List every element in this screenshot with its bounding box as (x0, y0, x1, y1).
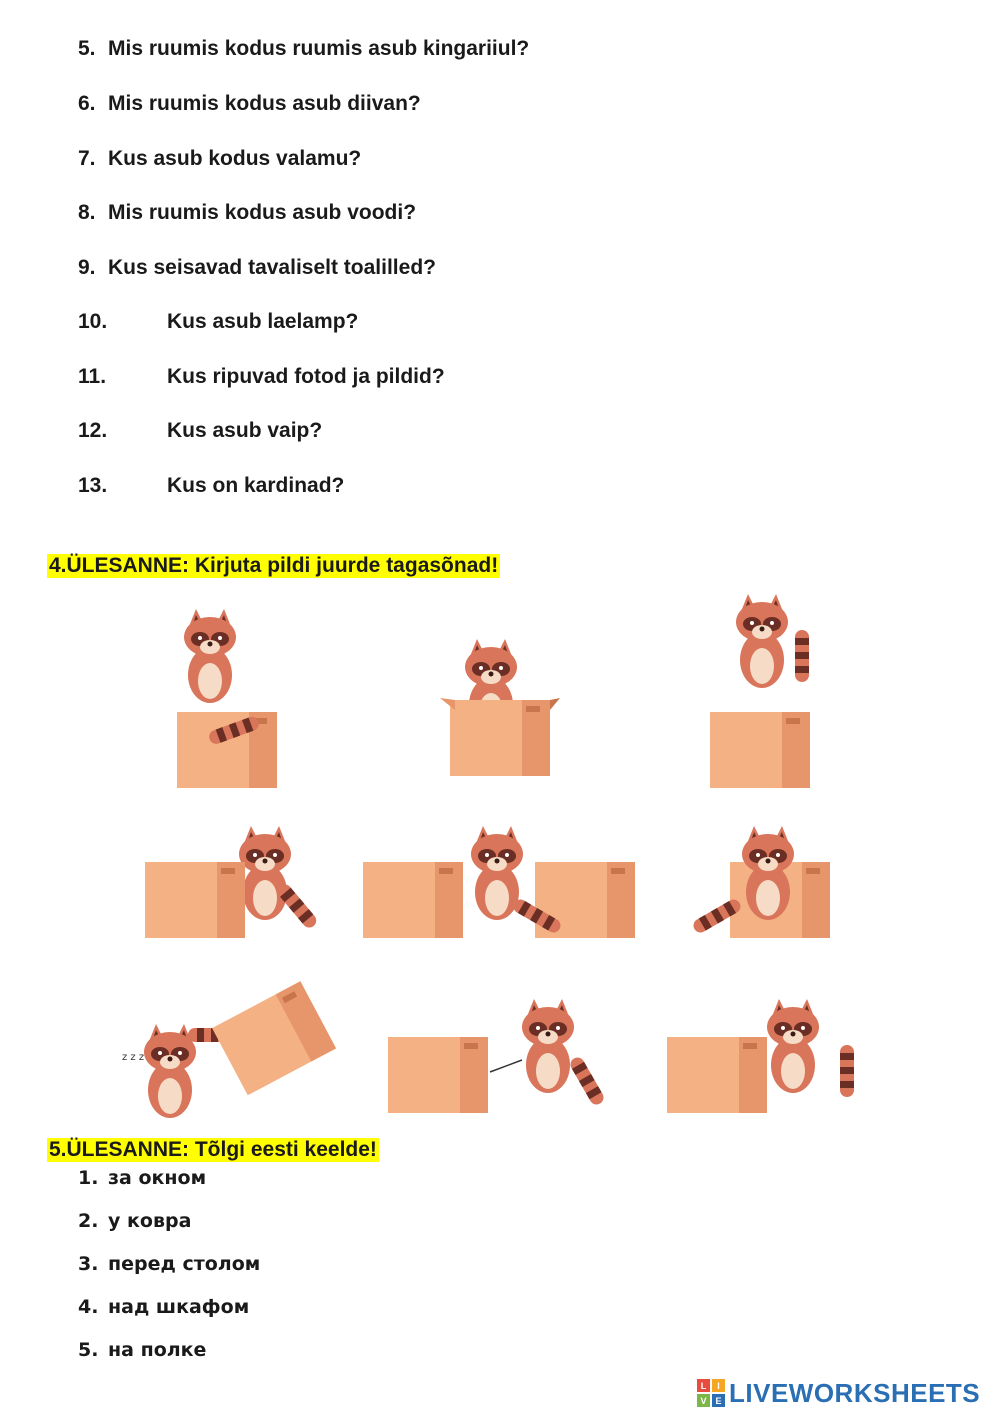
logo-mark-letter: L (697, 1379, 710, 1392)
scene-behind-box (145, 826, 319, 938)
question-text: Mis ruumis kodus ruumis asub kingariiul? (108, 37, 530, 60)
question-text: Kus asub kodus valamu? (108, 147, 362, 170)
item-number: 1. (78, 1167, 99, 1189)
question-number: 13. (78, 474, 108, 497)
translation-item (78, 1253, 261, 1275)
item-number: 2. (78, 1210, 99, 1232)
liveworksheets-logo[interactable] (697, 1376, 980, 1410)
question-text: Kus ripuvad fotod ja pildid? (167, 365, 445, 388)
scene-at-box (667, 999, 854, 1113)
raccoon-boxes-illustration (110, 590, 890, 1125)
logo-mark-letter: V (697, 1394, 710, 1407)
svg-text:z z z: z z z (122, 1052, 145, 1063)
scene-on-top-of-box (710, 594, 810, 788)
question-text: Kus asub vaip? (167, 419, 323, 442)
logo-mark-letter: E (712, 1394, 725, 1407)
question-item (78, 256, 436, 280)
item-text: на полке (108, 1339, 207, 1361)
scene-between-boxes (363, 826, 635, 938)
question-item (78, 201, 417, 225)
translation-item (78, 1210, 192, 1232)
question-item (78, 419, 323, 443)
translation-item (78, 1167, 207, 1189)
item-number: 3. (78, 1253, 99, 1275)
question-number: 5. (78, 37, 96, 60)
question-item (78, 474, 345, 498)
item-text: у ковра (108, 1210, 192, 1232)
question-number: 9. (78, 256, 96, 279)
question-item (78, 365, 445, 389)
question-number: 6. (78, 92, 96, 115)
scene-in-front-of-box (691, 826, 830, 938)
question-text: Mis ruumis kodus asub voodi? (108, 201, 417, 224)
question-number: 12. (78, 419, 108, 442)
question-number: 10. (78, 310, 108, 333)
item-number: 4. (78, 1296, 99, 1318)
question-item (78, 92, 421, 116)
item-text: за окном (108, 1167, 207, 1189)
scene-under-box (122, 981, 336, 1118)
question-text: Kus seisavad tavaliselt toalilled? (108, 256, 436, 279)
logo-text: LIVEWORKSHEETS (729, 1377, 981, 1408)
item-text: над шкафом (108, 1296, 250, 1318)
translation-item (78, 1296, 250, 1318)
logo-mark-icon (697, 1379, 725, 1407)
scene-in-box (440, 639, 560, 776)
question-item (78, 37, 530, 61)
question-number: 7. (78, 147, 96, 170)
scene-next-to-box (388, 999, 606, 1113)
question-item (78, 310, 359, 334)
task4-title: 4.ÜLESANNE: Kirjuta pildi juurde tagasõnad! (49, 554, 499, 577)
question-item (78, 147, 362, 171)
question-number: 8. (78, 201, 96, 224)
item-number: 5. (78, 1339, 99, 1361)
question-text: Kus on kardinad? (167, 474, 345, 497)
translation-item (78, 1339, 207, 1361)
question-text: Kus asub laelamp? (167, 310, 359, 333)
item-text: перед столом (108, 1253, 261, 1275)
question-number: 11. (78, 365, 107, 388)
task5-title: 5.ÜLESANNE: Tõlgi eesti keelde! (49, 1138, 377, 1161)
question-text: Mis ruumis kodus asub diivan? (108, 92, 421, 115)
scene-on-box (177, 609, 277, 788)
logo-mark-letter: I (712, 1379, 725, 1392)
